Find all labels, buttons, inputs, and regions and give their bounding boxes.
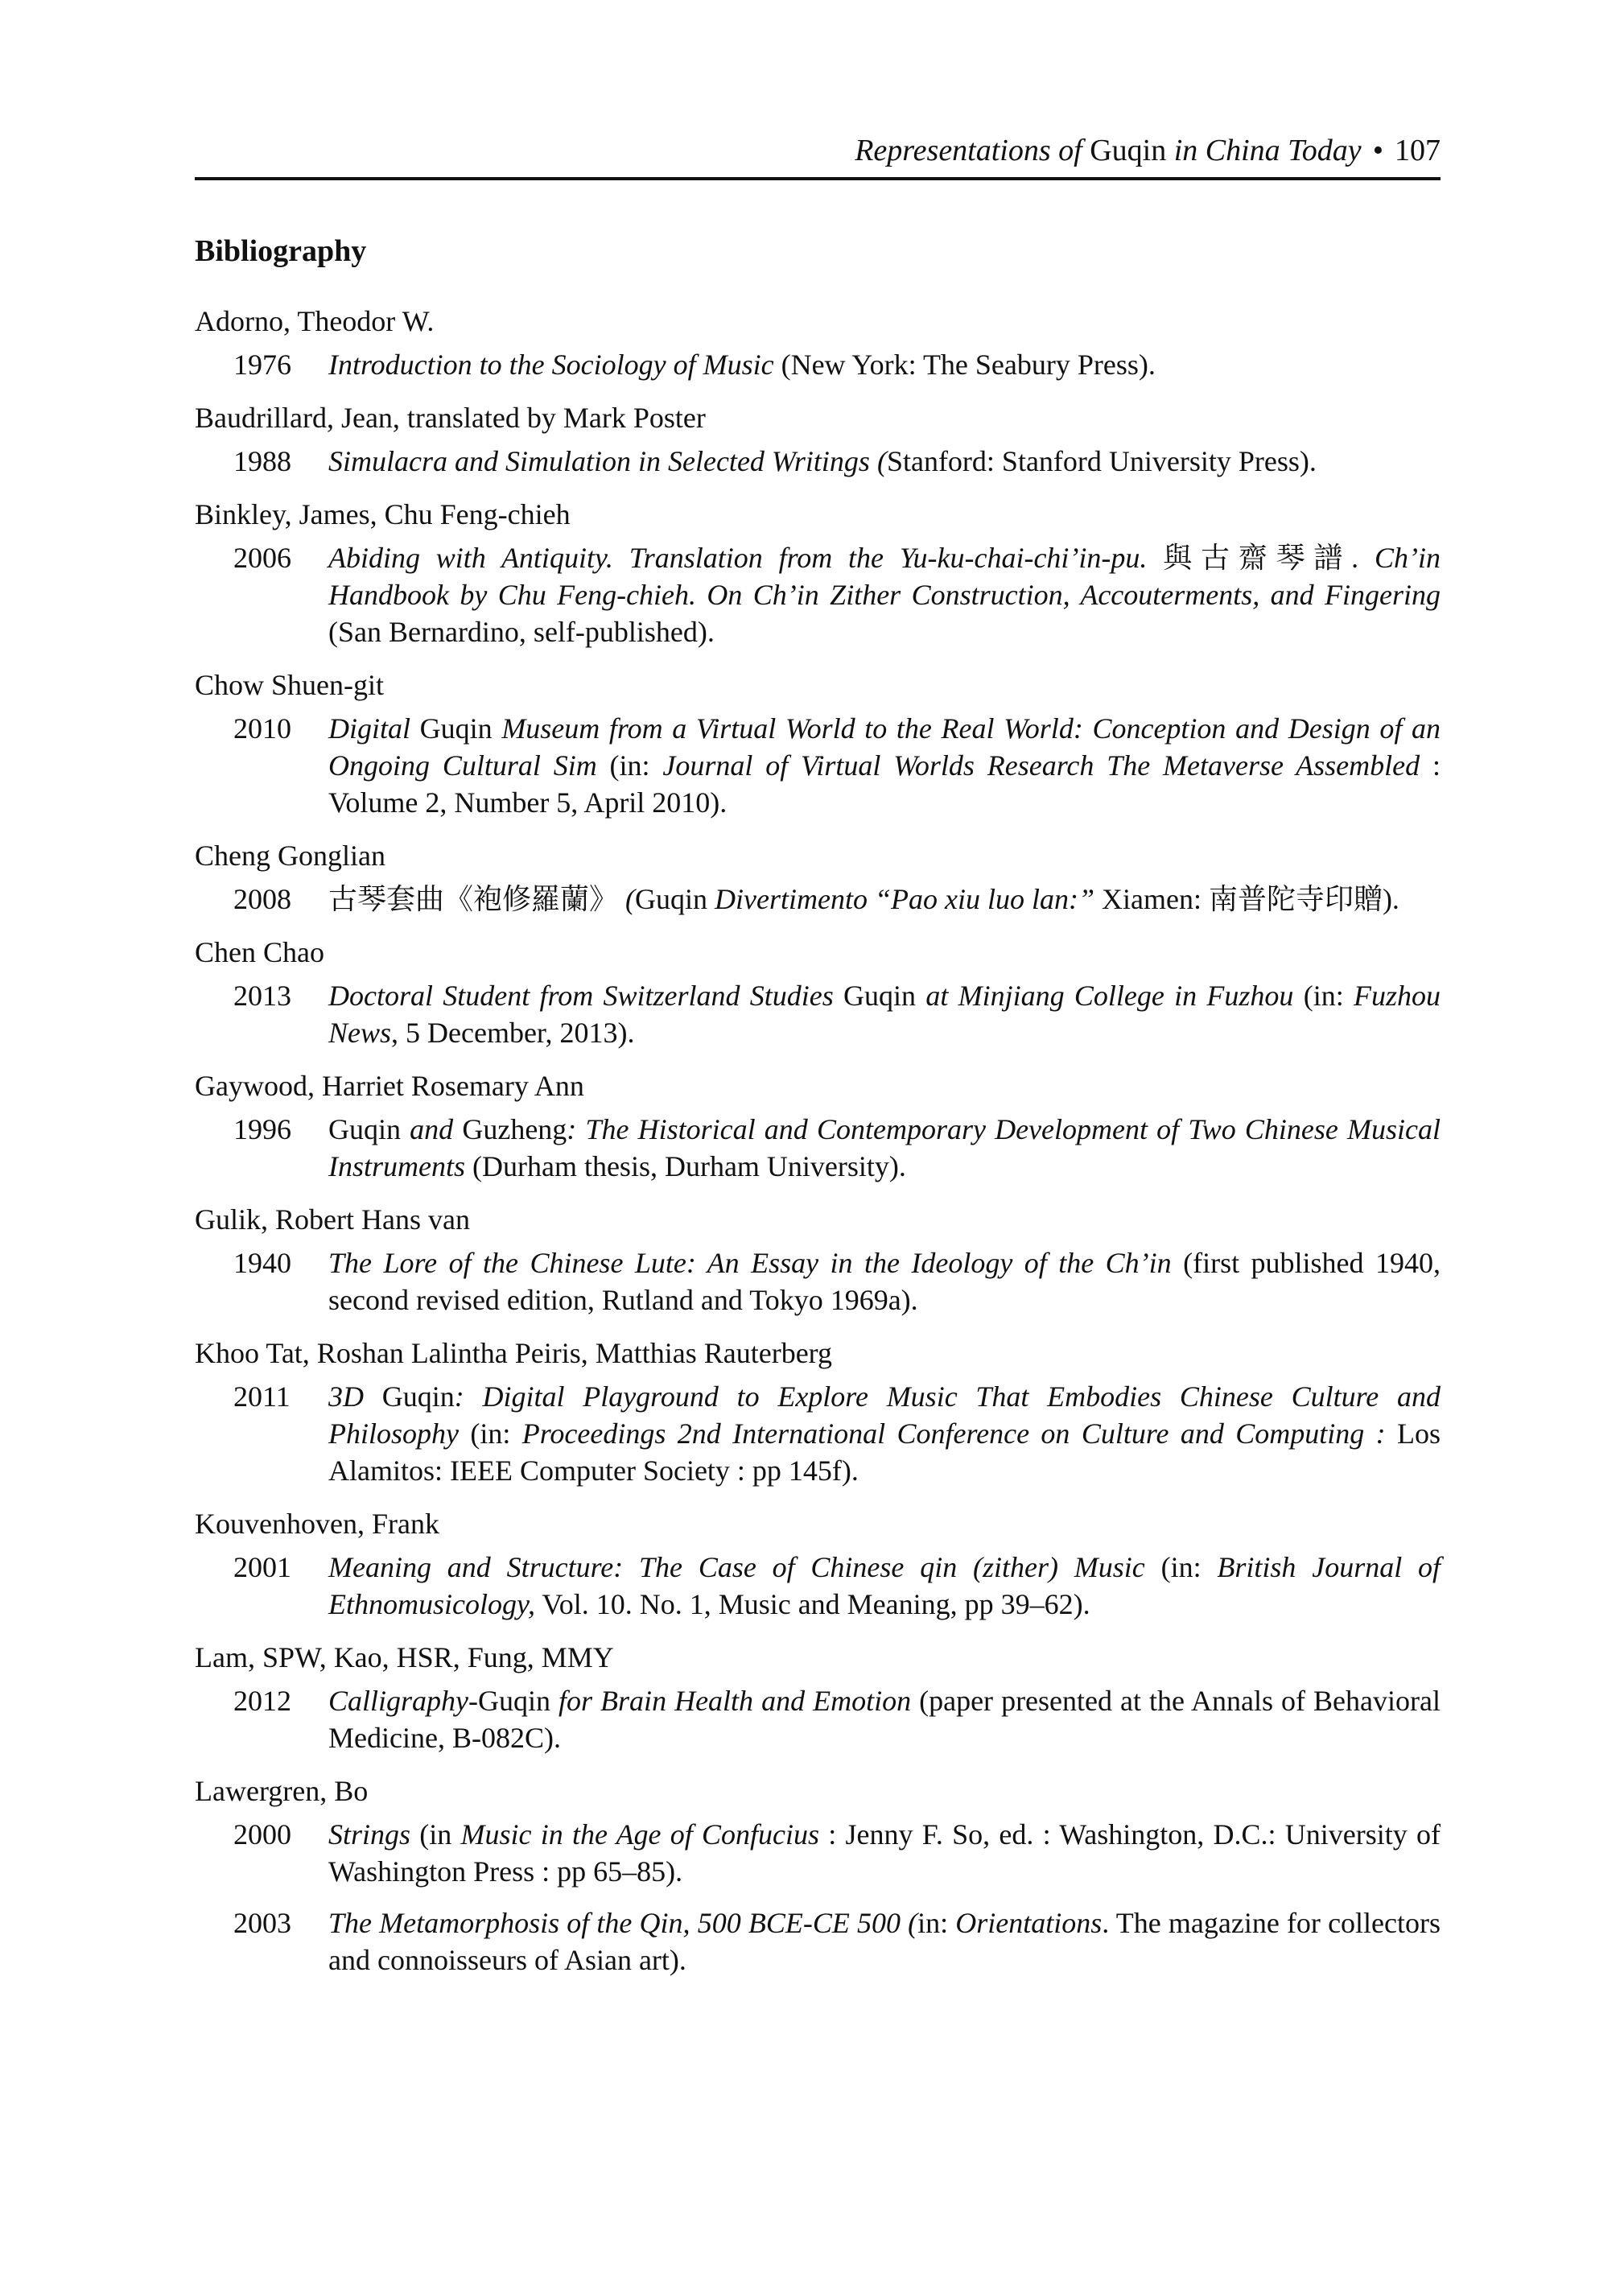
entry-author: Gulik, Robert Hans van	[195, 1203, 470, 1236]
entry-year: 2006	[233, 541, 291, 574]
entry-year: 2013	[233, 979, 291, 1012]
bibliography-entry	[195, 1639, 1441, 1756]
bibliography-entry	[195, 1067, 1441, 1185]
entry-work	[195, 539, 1441, 650]
citation-text: (paper presented at the Annals of Behavioral Medicine, B-082C).	[328, 1684, 1441, 1754]
citation-text: , 5 December, 2013).	[391, 1016, 635, 1049]
citation-text: Guqin	[328, 1112, 410, 1145]
entry-citation	[328, 1682, 1441, 1756]
citation-italic-text: (	[625, 882, 636, 915]
entry-year: 2010	[233, 712, 291, 745]
citation-italic-text: The Metamorphosis of the Qin, 500 BCE-CE 500 (	[328, 1906, 918, 1939]
entry-citation	[328, 710, 1441, 821]
entry-author: Adorno, Theodor W.	[195, 304, 435, 337]
citation-text: (San Bernardino, self-published).	[328, 615, 715, 648]
entry-author: Chen Chao	[195, 935, 324, 968]
entry-citation	[328, 1378, 1441, 1489]
entry-citation	[328, 1244, 1441, 1318]
entry-author: Khoo Tat, Roshan Lalintha Peiris, Matthias Rauterberg	[195, 1336, 833, 1369]
entry-work	[195, 1682, 1441, 1756]
citation-italic-text: for Brain Health and Emotion	[559, 1684, 912, 1717]
citation-text: . The magazine for collectors and connoisseurs of Asian art).	[328, 1906, 1441, 1976]
entry-year: 2000	[233, 1818, 291, 1851]
bibliography-entry	[195, 1505, 1441, 1623]
book-page	[195, 135, 1441, 1995]
citation-italic-text: Proceedings 2nd International Conference on Culture and Computing :	[521, 1417, 1386, 1450]
entry-citation	[328, 346, 1441, 383]
citation-text: (in	[410, 1818, 461, 1851]
citation-text: Guqin	[364, 1380, 455, 1413]
citation-text: in:	[917, 1906, 956, 1939]
entry-year: 2008	[233, 882, 291, 915]
page-number: 107	[1395, 134, 1441, 167]
citation-italic-text: Journal of Virtual Worlds Research The Metaverse Assembled	[662, 749, 1420, 782]
entry-work	[195, 1904, 1441, 1978]
entry-work	[195, 1816, 1441, 1890]
bibliography-entry	[195, 303, 1441, 383]
entry-year: 1940	[233, 1246, 291, 1279]
citation-text: : Jenny F. So, ed. : Washington, D.C.: University of Washington Press : pp 65–85).	[328, 1818, 1441, 1888]
citation-text: -Guqin	[468, 1684, 559, 1717]
section-heading: Bibliography	[195, 234, 367, 268]
citation-text: 與古齋琴譜.	[1147, 541, 1375, 574]
citation-italic-text: Ch’in Handbook by Chu Feng-chieh. On Ch’in Zither Construction, Accouterments, and Fingering	[328, 541, 1441, 611]
entry-author: Baudrillard, Jean, translated by Mark Poster	[195, 401, 706, 434]
citation-italic-text: Music in the Age of Confucius	[460, 1818, 820, 1851]
citation-italic-text: : Digital Playground to Explore Music That Embodies Chinese Culture and Philosophy	[328, 1380, 1441, 1450]
citation-text: (in:	[1293, 979, 1354, 1012]
citation-italic-text: Introduction to the Sociology of Music	[328, 348, 774, 381]
citation-italic-text: The Lore of the Chinese Lute: An Essay in the Ideology of the Ch’in	[328, 1246, 1172, 1279]
citation-italic-text: Divertimento “Pao xiu luo lan:”	[715, 882, 1094, 915]
citation-italic-text: Simulacra and Simulation in Selected Writings (	[328, 444, 887, 477]
entry-citation	[328, 1816, 1441, 1890]
entry-year: 2003	[233, 1906, 291, 1939]
citation-text: (in:	[458, 1417, 522, 1450]
citation-italic-text: Calligraphy	[328, 1684, 469, 1717]
entry-work	[195, 977, 1441, 1051]
citation-text: (in:	[596, 749, 663, 782]
citation-text: 古琴套曲《袍修羅蘭》	[328, 882, 626, 915]
entry-author: Binkley, James, Chu Feng-chieh	[195, 497, 571, 530]
entry-citation	[328, 1549, 1441, 1623]
entry-work	[195, 443, 1441, 480]
entry-year: 2012	[233, 1684, 291, 1717]
entry-citation	[328, 443, 1441, 480]
entry-author: Cheng Gonglian	[195, 839, 385, 872]
citation-text: Los Alamitos: IEEE Computer Society : pp 145f).	[328, 1417, 1441, 1487]
entry-author: Lawergren, Bo	[195, 1774, 369, 1807]
bibliography-entry	[195, 837, 1441, 918]
citation-text: (first published 1940, second revised edition, Rutland and Tokyo 1969a).	[328, 1246, 1441, 1316]
citation-text: (Durham thesis, Durham University).	[465, 1149, 906, 1182]
citation-text: Vol. 10. No. 1, Music and Meaning, pp 39–62).	[534, 1587, 1090, 1620]
entry-author: Chow Shuen-git	[195, 668, 385, 701]
entry-year: 2011	[233, 1380, 291, 1413]
bibliography-entry	[195, 666, 1441, 821]
running-head-bullet: •	[1372, 134, 1383, 167]
bibliography-entry	[195, 934, 1441, 1051]
citation-italic-text: Museum from a Virtual World to the Real World: Conception and Design of an Ongoing Cultural Sim	[328, 712, 1441, 782]
bibliography-list	[195, 303, 1441, 1978]
entry-citation	[328, 539, 1441, 650]
citation-text: Guzheng	[453, 1112, 567, 1145]
citation-italic-text: : The Historical and Contemporary Development of Two Chinese Musical Instruments	[328, 1112, 1441, 1182]
citation-italic-text: 3D	[328, 1380, 364, 1413]
bibliography-entry	[195, 1201, 1441, 1318]
bibliography-entry	[195, 1335, 1441, 1489]
entry-work	[195, 1549, 1441, 1623]
entry-work	[195, 1111, 1441, 1185]
citation-text: Stanford: Stanford University Press).	[886, 444, 1317, 477]
entry-citation	[328, 977, 1441, 1051]
citation-italic-text: Abiding with Antiquity. Translation from the Yu-ku-chai-chi’in-pu.	[328, 541, 1148, 574]
entry-author: Lam, SPW, Kao, HSR, Fung, MMY	[195, 1640, 614, 1673]
citation-text: Guqin	[410, 712, 502, 745]
citation-italic-text: and	[410, 1112, 454, 1145]
citation-italic-text: Strings	[328, 1818, 411, 1851]
entry-citation	[328, 881, 1441, 918]
citation-text: (in:	[1144, 1550, 1218, 1583]
citation-italic-text: Digital	[328, 712, 411, 745]
running-head-title-part3: in China Today	[1173, 134, 1362, 167]
entry-year: 2001	[233, 1550, 291, 1583]
citation-italic-text: Orientations	[955, 1906, 1103, 1939]
running-head	[195, 135, 1441, 180]
citation-text: : Volume 2, Number 5, April 2010).	[328, 749, 1441, 819]
entry-author: Gaywood, Harriet Rosemary Ann	[195, 1069, 584, 1102]
running-head-title-part2: Guqin	[1090, 134, 1167, 167]
citation-italic-text: Fuzhou News	[328, 979, 1441, 1049]
citation-italic-text: British Journal of Ethnomusicology,	[328, 1550, 1441, 1620]
entry-citation	[328, 1904, 1441, 1978]
bibliography-entry	[195, 1772, 1441, 1978]
entry-work	[195, 1244, 1441, 1318]
entry-year: 1988	[233, 444, 291, 477]
citation-text: Guqin	[635, 882, 715, 915]
entry-work	[195, 881, 1441, 918]
entry-work	[195, 710, 1441, 821]
citation-italic-text: Doctoral Student from Switzerland Studies	[328, 979, 834, 1012]
citation-italic-text: at Minjiang College in Fuzhou	[925, 979, 1294, 1012]
entry-author: Kouvenhoven, Frank	[195, 1507, 439, 1540]
citation-text: Xiamen: 南普陀寺印贈).	[1094, 882, 1399, 915]
citation-text: Guqin	[833, 979, 926, 1012]
citation-italic-text: Meaning and Structure: The Case of Chinese qin (zither) Music	[328, 1550, 1145, 1583]
entry-work	[195, 1378, 1441, 1489]
entry-citation	[328, 1111, 1441, 1185]
bibliography-entry	[195, 399, 1441, 480]
running-head-title-part1: Representations of	[855, 134, 1082, 167]
citation-text: (New York: The Seabury Press).	[773, 348, 1156, 381]
entry-year: 1976	[233, 348, 291, 381]
bibliography-entry	[195, 496, 1441, 650]
entry-work	[195, 346, 1441, 383]
entry-year: 1996	[233, 1112, 291, 1145]
